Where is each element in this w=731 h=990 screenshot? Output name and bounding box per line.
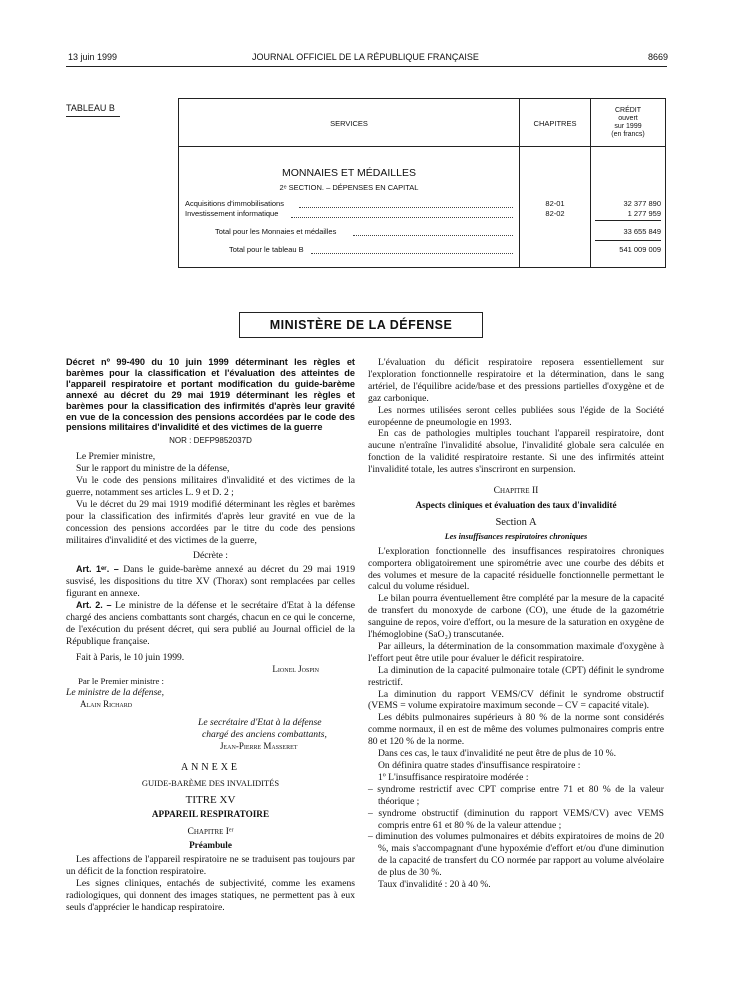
signature-secretaire: Jean-Pierre Masseret (220, 741, 298, 752)
secretaire-title: Le secrétaire d'Etat à la défense (198, 717, 322, 729)
col-credit (591, 107, 665, 139)
section-a-heading: Section A (495, 516, 537, 528)
section-title: MONNAIES ET MÉDAILLES (281, 167, 416, 179)
left-column (66, 357, 355, 914)
paragraph: Les débits pulmonaires supérieurs à 80 % de la norme sont considérés comme normaux, il en est de même des volumes pulmonaires compris entre 80 et 120 % de la norme. (368, 712, 664, 748)
list-item: – syndrome obstructif (diminution du rapport VEMS/CV) avec VEMS compris entre 61 et 80 % de la valeur attendue ; (368, 807, 664, 831)
leader-dots (291, 217, 513, 218)
aspects-heading: Aspects cliniques et évaluation des taux d'invalidité (415, 499, 617, 510)
col-credit-line: sur 1999 (614, 123, 642, 130)
total-monnaies-label: Total pour les Monnaies et médailles (215, 227, 337, 236)
taux-invalidite: Taux d'invalidité : 20 à 40 %. (378, 879, 491, 891)
secretaire-title-2: chargé des anciens combattants, (202, 729, 327, 741)
chapitre-1-heading: Chapitre Iᵉʳ (187, 825, 234, 837)
col-services: SERVICES (330, 119, 368, 128)
signature-pm: Lionel Jospin (272, 663, 319, 674)
tableau-label-underline (66, 116, 120, 117)
paragraph: 1º L'insuffisance respiratoire modérée : (378, 771, 529, 783)
insuffisances-heading: Les insuffisances respiratoires chroniques (444, 531, 588, 541)
guide-bareme-heading: GUIDE-BARÈME DES INVALIDITÉS (141, 777, 280, 788)
ministre-defense-title: Le ministre de la défense, (66, 687, 164, 699)
sum-rule (595, 220, 661, 221)
leader-dots (299, 207, 513, 208)
header-date: 13 juin 1999 (68, 52, 118, 62)
col-credit-line: (en francs) (611, 131, 645, 138)
total-b-value: 541 009 009 (619, 245, 661, 254)
paragraph: Les signes cliniques, entachés de subjectivité, comme les examens radiologiques, qui donnent des images statiques, ne permettent pas à eux seuls d'apprécier le handicap respiratoire. (66, 878, 355, 914)
tableau-b (178, 98, 666, 268)
paragraph: L'évaluation du déficit respiratoire reposera essentiellement sur l'exploration fonctionnelle respiratoire et la détermination, dans le sang artériel, de l'équilibre acide/base et des pressions partielles d'oxygène et de gaz carbonique. (368, 357, 664, 404)
total-b-label: Total pour le tableau B (229, 245, 304, 254)
appareil-heading: APPAREIL RESPIRATOIRE (151, 808, 270, 819)
ministere-heading: MINISTÈRE DE LA DÉFENSE (239, 312, 483, 338)
par-premier-ministre: Par le Premier ministre : (78, 675, 164, 686)
header-divider (179, 146, 665, 147)
col-credit-line: CRÉDIT (614, 107, 642, 114)
article-2-label: Art. 2. – (76, 600, 112, 611)
header-rule (66, 66, 667, 67)
paragraph: Sur le rapport du ministre de la défense, (76, 463, 230, 475)
header-journal: JOURNAL OFFICIEL DE LA RÉPUBLIQUE FRANÇAISE (252, 52, 479, 62)
row-credit: 32 377 890 (623, 199, 661, 208)
header-page-number: 8669 (647, 52, 668, 62)
list-item: – diminution des volumes pulmonaires et débits expiratoires de moins de 20 %, mais s'accompagnant d'une hypoxémie d'effort et/ou d'une diminution de la capacité de transfert du CO normée par rapport au volume alvéolaire de plus de 30 %. (368, 831, 664, 879)
row-label: Acquisitions d'immobilisations (185, 199, 284, 208)
article-2-text: Le ministre de la défense et le secrétaire d'Etat à la défense chargé des anciens combattants sont chargés, chacun en ce qui le concerne, de l'exécution du présent décret, qui sera publié au Journal officiel de la République française. (66, 600, 356, 647)
nor-reference: NOR : DEFP9852037D (169, 436, 252, 446)
col-credit-line: ouvert (618, 115, 638, 122)
article-1-text: Dans le guide-barème annexé au décret du 29 mai 1919 susvisé, les dispositions du titre XV (Thorax) sont remplacées par celles figurant en annexe. (66, 564, 355, 600)
row-chapitre: 82-02 (545, 209, 565, 218)
leader-dots (311, 253, 513, 254)
section-subtitle: 2ᵉ SECTION. – DÉPENSES EN CAPITAL (279, 183, 419, 192)
annexe-heading: ANNEXE (180, 762, 241, 773)
leader-dots (353, 235, 513, 236)
article-2 (66, 600, 355, 648)
paragraph: Les affections de l'appareil respiratoire ne se traduisent pas toujours par un déficit de la fonction respiratoire. (66, 854, 355, 878)
col-chapitres: CHAPITRES (533, 119, 577, 128)
paragraph: En cas de pathologies multiples touchant l'appareil respiratoire, dont aucune n'entraîne l'invalidité absolue, l'invalidité globale sera calculée en fonction de la validité respiratoire restante. Si une des infirmités atteint l'invalidité totale, les autres s'inscriront en surpension. (368, 428, 664, 476)
right-column (368, 357, 664, 891)
list-item: – syndrome restrictif avec CPT comprise entre 71 et 80 % de la valeur théorique ; (368, 783, 664, 807)
paragraph: Vu le code des pensions militaires d'invalidité et des victimes de la guerre, notamment ses articles L. 9 et D. 2 ; (66, 475, 355, 498)
paragraph: Le Premier ministre, (76, 451, 156, 463)
date-fait: Fait à Paris, le 10 juin 1999. (76, 651, 185, 663)
chapitre-2-heading: Chapitre II (493, 485, 539, 497)
row-credit: 1 277 959 (627, 209, 661, 218)
decrete: Décrète : (193, 549, 228, 561)
paragraph: Vu le décret du 29 mai 1919 modifié déterminant les règles et barèmes pour la classification des infirmités d'après leur gravité en vue de la concession des pensions accordées par le titre du code des pensions militaires d'invalidité et des victimes de la guerre, (66, 498, 355, 546)
article-1 (66, 564, 355, 600)
article-1-label: Art. 1ᵉʳ. – (76, 564, 119, 575)
preambule-heading: Préambule (189, 839, 232, 850)
paragraph: Par ailleurs, la détermination de la consommation maximale d'oxygène à l'effort peut être utile pour évaluer le déficit respiratoire. (368, 640, 664, 664)
paragraph: L'exploration fonctionnelle des insuffisances respiratoires chroniques comportera obligatoirement une spirométrie avec une courbe des débits et des volumes et mesure de la capacité résiduelle fonctionnelle permettant le calcul du volume résiduel. (368, 545, 664, 593)
paragraph: Dans ces cas, le taux d'invalidité ne peut être de plus de 10 %. (378, 748, 617, 760)
titre-heading: TITRE XV (185, 793, 236, 806)
paragraph: Le bilan pourra éventuellement être complété par la mesure de la capacité de transfert du monoxyde de carbone (CO), une étude de la gazométrie sanguine de repos, voire d'effort, ou la mesure de la saturation en oxygène de l'hémoglobine (SaO₂) transcutanée. (368, 593, 664, 641)
row-chapitre: 82-01 (545, 199, 565, 208)
paragraph: La diminution du rapport VEMS/CV définit le syndrome obstructif (VEMS = volume expiratoire maximum seconde – CV = capacité vitale). (368, 688, 664, 712)
tableau-label: TABLEAU B (66, 103, 115, 113)
total-monnaies-value: 33 655 849 (623, 227, 661, 236)
decret-title: Décret nº 99-490 du 10 juin 1999 déterminant les règles et barèmes pour la classification et l'évaluation des atteintes de l'appareil respiratoire et portant modification du guide-barème annexé au décret du 29 mai 1919 déterminant les règles et barèmes pour la classification des infirmités d'après leur gravité en vue de la concession des pensions accordées par le code des pensions militaires d'invalidité et des victimes de la guerre (66, 357, 355, 433)
signature-ministre: Alain Richard (80, 699, 133, 710)
sum-rule (595, 240, 661, 241)
paragraph: Les normes utilisées seront celles publiées sous l'égide de la Société européenne de pneumologie en 1993. (368, 404, 664, 428)
paragraph: On définira quatre stades d'insuffisance respiratoire : (378, 760, 581, 771)
paragraph: La diminution de la capacité pulmonaire totale (CPT) définit le syndrome restrictif. (368, 664, 664, 688)
row-label: Investissement informatique (185, 209, 279, 218)
